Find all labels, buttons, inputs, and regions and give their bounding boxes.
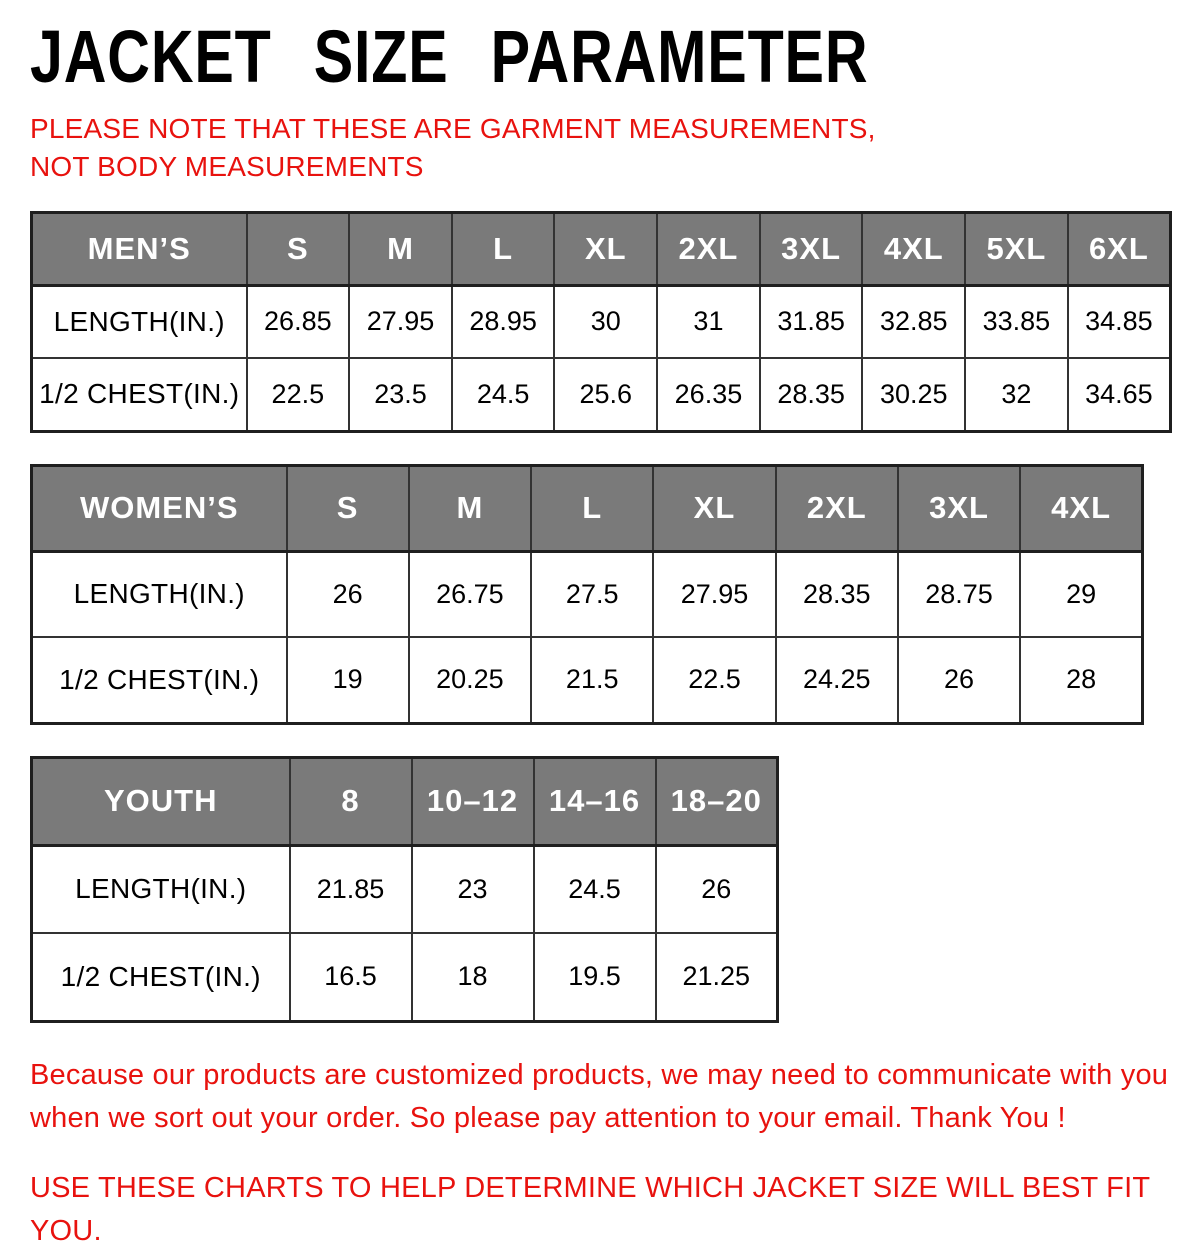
- measurement-value: 33.85: [965, 285, 1068, 358]
- measurement-value: 18: [412, 933, 534, 1021]
- measurement-value: 26: [898, 637, 1020, 723]
- measurement-value: 16.5: [290, 933, 412, 1021]
- garment-measurement-note: PLEASE NOTE THAT THESE ARE GARMENT MEASUREMENTS, NOT BODY MEASUREMENTS: [30, 113, 876, 182]
- page-title: JACKET SIZE PARAMETER: [30, 15, 869, 98]
- measurement-value: 21.5: [531, 637, 653, 723]
- womens-header-row: [32, 465, 1143, 551]
- measurement-value: 22.5: [247, 358, 350, 431]
- measurement-value: 28.35: [760, 358, 863, 431]
- youth-size-column-header: 18–20: [656, 757, 778, 845]
- measurement-value: 21.85: [290, 845, 412, 933]
- womens-table-title: WOMEN’S: [32, 465, 287, 551]
- womens-size-column-header: 4XL: [1020, 465, 1142, 551]
- measurement-label: LENGTH(IN.): [32, 285, 247, 358]
- measurement-value: 30: [554, 285, 657, 358]
- measurement-value: 24.25: [776, 637, 898, 723]
- mens-measurement-row: [32, 285, 1171, 358]
- measurement-value: 29: [1020, 551, 1142, 637]
- womens-size-column-header: 3XL: [898, 465, 1020, 551]
- youth-size-table: [30, 756, 779, 1023]
- mens-size-column-header: 6XL: [1068, 212, 1171, 285]
- youth-header-row: [32, 757, 778, 845]
- measurement-label: 1/2 CHEST(IN.): [32, 637, 287, 723]
- usage-note: USE THESE CHARTS TO HELP DETERMINE WHICH JACKET SIZE WILL BEST FIT YOU.: [30, 1171, 1150, 1248]
- youth-measurement-row: [32, 845, 778, 933]
- size-tables: [30, 211, 1172, 1023]
- womens-size-column-header: 2XL: [776, 465, 898, 551]
- mens-size-table: [30, 211, 1172, 433]
- womens-size-column-header: L: [531, 465, 653, 551]
- measurement-value: 32.85: [862, 285, 965, 358]
- measurement-value: 20.25: [409, 637, 531, 723]
- measurement-value: 27.95: [653, 551, 775, 637]
- measurement-label: LENGTH(IN.): [32, 845, 290, 933]
- measurement-value: 31: [657, 285, 760, 358]
- youth-size-column-header: 10–12: [412, 757, 534, 845]
- measurement-value: 34.65: [1068, 358, 1171, 431]
- measurement-value: 28.95: [452, 285, 555, 358]
- measurement-value: 19.5: [534, 933, 656, 1021]
- measurement-value: 26: [287, 551, 409, 637]
- youth-size-column-header: 14–16: [534, 757, 656, 845]
- measurement-label: 1/2 CHEST(IN.): [32, 358, 247, 431]
- measurement-value: 22.5: [653, 637, 775, 723]
- mens-size-column-header: 2XL: [657, 212, 760, 285]
- womens-measurement-row: [32, 637, 1143, 723]
- measurement-value: 26.35: [657, 358, 760, 431]
- womens-size-column-header: M: [409, 465, 531, 551]
- measurement-label: 1/2 CHEST(IN.): [32, 933, 290, 1021]
- measurement-value: 21.25: [656, 933, 778, 1021]
- youth-table-title: YOUTH: [32, 757, 290, 845]
- measurement-value: 27.5: [531, 551, 653, 637]
- measurement-value: 26.85: [247, 285, 350, 358]
- measurement-value: 24.5: [534, 845, 656, 933]
- womens-size-column-header: XL: [653, 465, 775, 551]
- mens-size-column-header: 4XL: [862, 212, 965, 285]
- mens-size-column-header: S: [247, 212, 350, 285]
- measurement-value: 34.85: [1068, 285, 1171, 358]
- mens-measurement-row: [32, 358, 1171, 431]
- measurement-value: 31.85: [760, 285, 863, 358]
- measurement-value: 23: [412, 845, 534, 933]
- measurement-value: 19: [287, 637, 409, 723]
- measurement-value: 27.95: [349, 285, 452, 358]
- customization-note: Because our products are customized products, we may need to communicate with you when we sort out your order. So please pay attention to your email. Thank You !: [30, 1058, 1169, 1135]
- measurement-value: 28.35: [776, 551, 898, 637]
- measurement-value: 25.6: [554, 358, 657, 431]
- mens-size-column-header: 3XL: [760, 212, 863, 285]
- measurement-value: 28: [1020, 637, 1142, 723]
- measurement-value: 32: [965, 358, 1068, 431]
- measurement-label: LENGTH(IN.): [32, 551, 287, 637]
- measurement-value: 30.25: [862, 358, 965, 431]
- mens-size-column-header: M: [349, 212, 452, 285]
- measurement-value: 26.75: [409, 551, 531, 637]
- mens-table-title: MEN’S: [32, 212, 247, 285]
- womens-size-column-header: S: [287, 465, 409, 551]
- mens-size-column-header: L: [452, 212, 555, 285]
- womens-measurement-row: [32, 551, 1143, 637]
- measurement-value: 23.5: [349, 358, 452, 431]
- youth-measurement-row: [32, 933, 778, 1021]
- measurement-value: 28.75: [898, 551, 1020, 637]
- mens-size-column-header: 5XL: [965, 212, 1068, 285]
- womens-size-table: [30, 464, 1144, 725]
- youth-size-column-header: 8: [290, 757, 412, 845]
- mens-header-row: [32, 212, 1171, 285]
- measurement-value: 26: [656, 845, 778, 933]
- measurement-value: 24.5: [452, 358, 555, 431]
- mens-size-column-header: XL: [554, 212, 657, 285]
